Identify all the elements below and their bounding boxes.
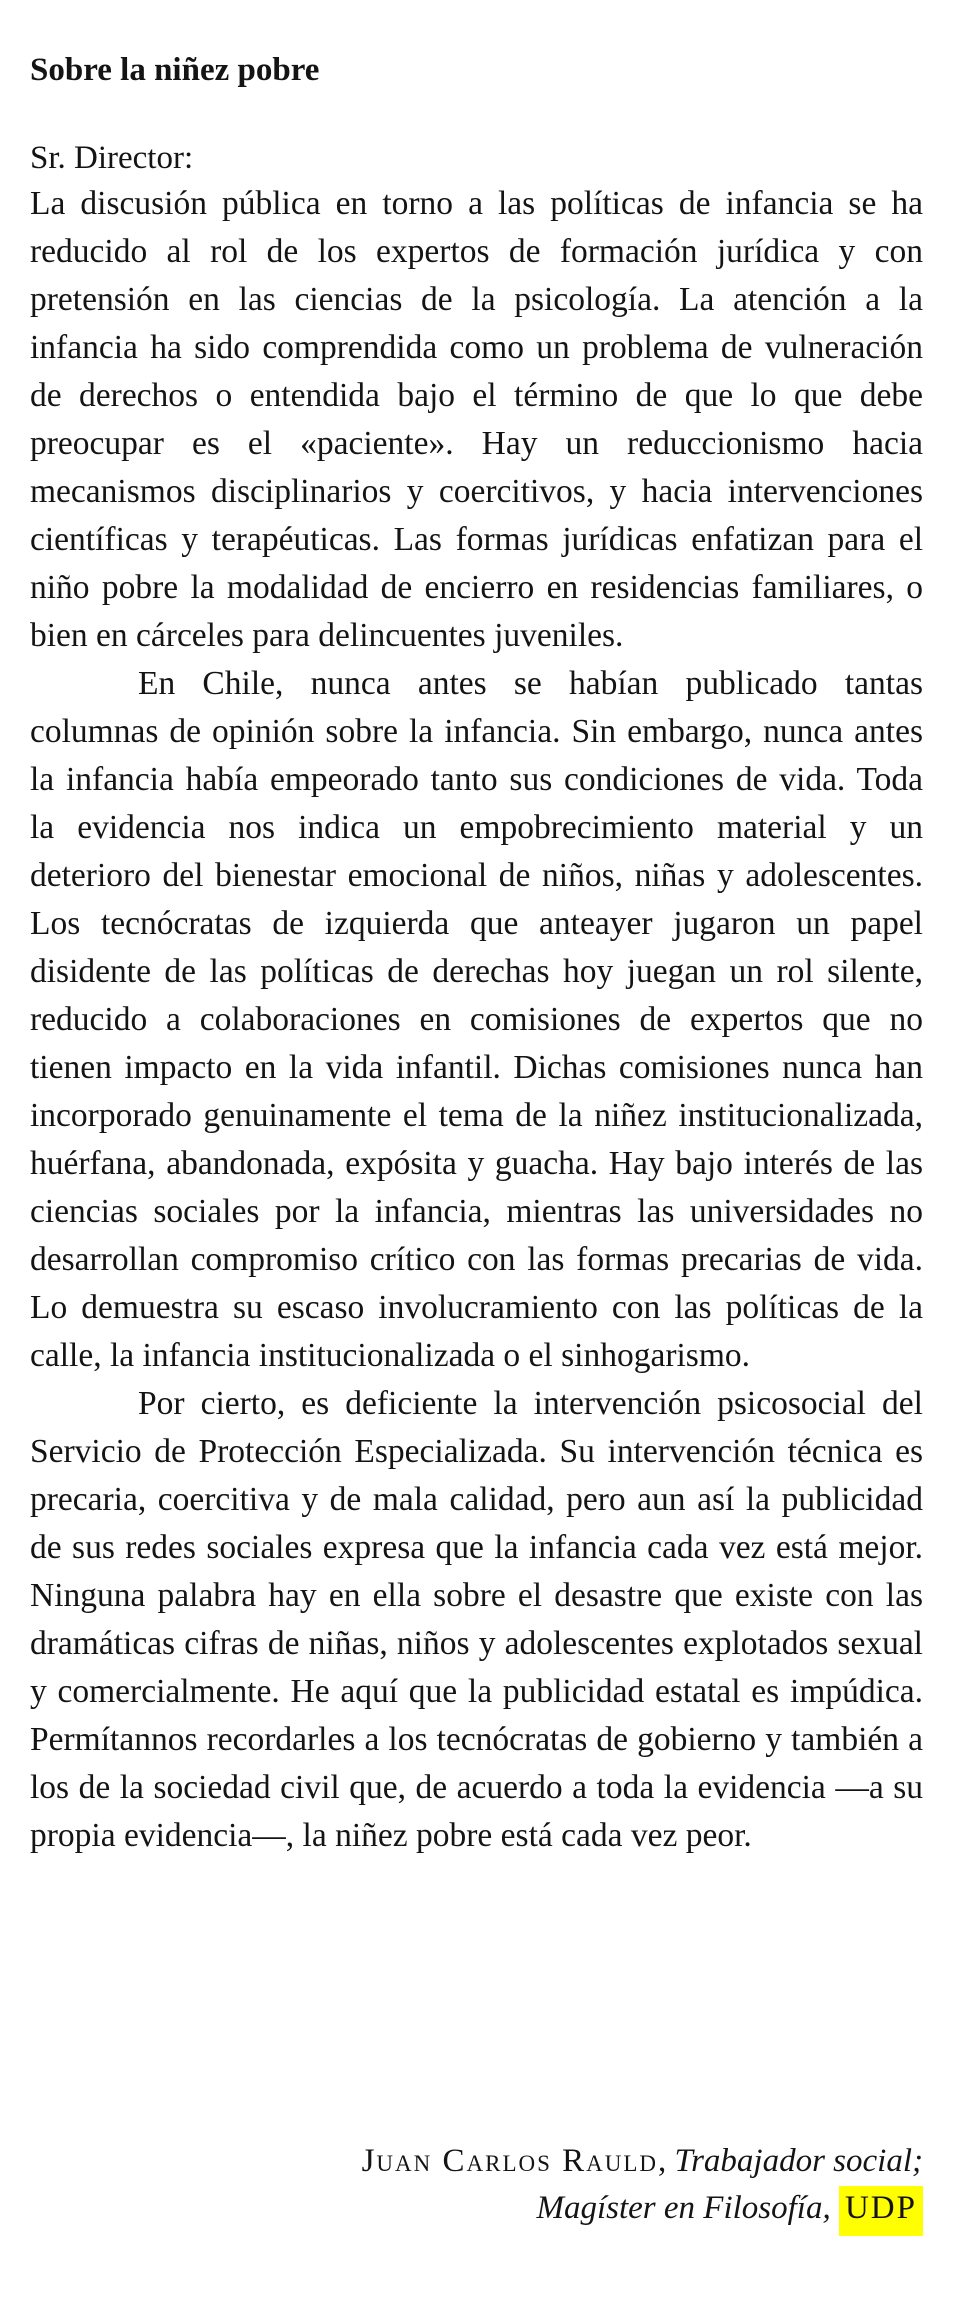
- paragraph-3: Por cierto, es deficiente la intervención psicosocial del Servicio de Protección Especializada. Su intervención técnica es precaria, coercitiva y de mala calidad, pero aun así la publicidad de sus redes sociales expresa que la infancia cada vez está mejor. Ninguna palabra hay en ella sobre el desastre que existe con las dramáticas cifras de niñas, niños y adolescentes explotados sexual y comercialmente. He aquí que la publicidad estatal es impúdica. Permítannos recordarles a los tecnócratas de gobierno y también a los de la sociedad civil que, de acuerdo a toda la evidencia —a su propia evidencia—, la niñez pobre está cada vez peor.: [30, 1385, 923, 1854]
- signature-line-2: [362, 2185, 923, 2232]
- paragraph-1: La discusión pública en torno a las políticas de infancia se ha reducido al rol de los expertos de formación jurídica y con pretensión en las ciencias de la psicología. La atención a la infancia ha sido comprendida como un problema de vulneración de derechos o entendida bajo el término de que lo que debe preocupar es el «paciente». Hay un reduccionismo hacia mecanismos disciplinarios y coercitivos, y hacia intervenciones científicas y terapéuticas. Las formas jurídicas enfatizan para el niño pobre la modalidad de encierro en residencias familiares, o bien en cárceles para delincuentes juveniles.: [30, 185, 923, 654]
- letter-title: Sobre la niñez pobre: [30, 52, 320, 88]
- letter-body: [30, 180, 923, 1860]
- signature-line-1: Juan Carlos Rauld, Trabajador social;: [361, 2143, 923, 2179]
- salutation: Sr. Director:: [30, 140, 194, 176]
- institution-highlight: UDP: [839, 2186, 923, 2236]
- author-name: Juan Carlos Rauld: [361, 2143, 659, 2179]
- signature: [362, 2138, 923, 2232]
- author-degree: Magíster en Filosofía,: [536, 2190, 831, 2226]
- letter: [30, 50, 923, 1860]
- paragraph-2: En Chile, nunca antes se habían publicado tantas columnas de opinión sobre la infancia. Sin embargo, nunca antes la infancia había empeorado tanto sus condiciones de vida. Toda la evidencia nos indica un empobrecimiento material y un deterioro del bienestar emocional de niños, niñas y adolescentes. Los tecnócratas de izquierda que anteayer jugaron un papel disidente de las políticas de derechas hoy juegan un rol silente, reducido a colaboraciones en comisiones de expertos que no tienen impacto en la vida infantil. Dichas comisiones nunca han incorporado genuinamente el tema de la niñez institucionalizada, huérfana, abandonada, expósita y guacha. Hay bajo interés de las ciencias sociales por la infancia, mientras las universidades no desarrollan compromiso crítico con las formas precarias de vida. Lo demuestra su escaso involucramiento con las políticas de la calle, la infancia institucionalizada o el sinhogarismo.: [30, 665, 923, 1374]
- author-role: Trabajador social;: [674, 2143, 923, 2179]
